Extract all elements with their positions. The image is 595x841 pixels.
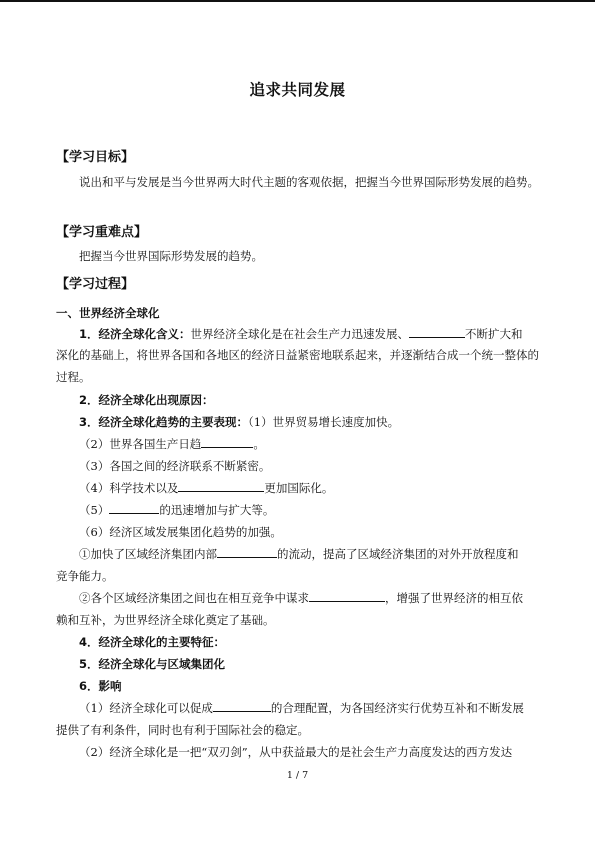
item-3-text: （1）世界贸易增长速度加快。 bbox=[248, 415, 400, 429]
circle-item-1 bbox=[56, 543, 563, 565]
sub-item-2-b: 。 bbox=[253, 437, 265, 451]
sub-item-2 bbox=[56, 433, 563, 455]
circle-item-1-cont: 竞争能力。 bbox=[56, 569, 114, 583]
effect-1 bbox=[56, 697, 563, 719]
sub-item-4-a: （4）科学技术以及 bbox=[79, 481, 179, 495]
sub-item-3: （3）各国之间的经济联系不断紧密。 bbox=[79, 459, 271, 473]
page-title: 追求共同发展 bbox=[249, 81, 346, 99]
section-heading-process: 【学习过程】 bbox=[56, 277, 135, 292]
page-number: 1 / 7 bbox=[286, 770, 309, 781]
circle-item-2 bbox=[56, 587, 563, 609]
goals-text: 说出和平与发展是当今世界两大时代主题的客观依据，把握当今世界国际形势发展的趋势。 bbox=[79, 175, 539, 189]
part1-heading: 一、世界经济全球化 bbox=[56, 306, 160, 320]
effect-1-a: （1）经济全球化可以促成 bbox=[79, 701, 213, 715]
effect-2: （2）经济全球化是一把“双刃剑”，从中获益最大的是社会生产力高度发达的西方发达 bbox=[79, 745, 513, 759]
circle-item-1-a: ①加快了区域经济集团内部 bbox=[79, 547, 217, 561]
fill-blank[interactable] bbox=[309, 588, 385, 602]
sub-item-4 bbox=[56, 477, 563, 499]
circle-item-2-a: ②各个区域经济集团之间也在相互竞争中谋求 bbox=[79, 591, 309, 605]
sub-item-5-a: （5） bbox=[79, 503, 110, 517]
section-heading-key-points: 【学习重难点】 bbox=[56, 225, 148, 240]
item-1-line bbox=[56, 323, 563, 345]
section-heading-goals: 【学习目标】 bbox=[56, 150, 135, 165]
item-3-line bbox=[56, 411, 563, 433]
fill-blank[interactable] bbox=[109, 500, 159, 514]
sub-item-5-b: 的迅速增加与扩大等。 bbox=[159, 503, 275, 517]
item-4-line bbox=[56, 631, 563, 653]
item-3-label: 3．经济全球化趋势的主要表现： bbox=[79, 415, 248, 429]
fill-blank[interactable] bbox=[201, 434, 253, 448]
circle-item-2-b: ，增强了世界经济的相互依 bbox=[385, 591, 523, 605]
item-2-label: 2．经济全球化出现原因： bbox=[79, 393, 214, 407]
effect-1-cont: 提供了有利条件，同时也有利于国际社会的稳定。 bbox=[56, 723, 309, 737]
effect-1-b: 的合理配置，为各国经济实行优势互补和不断发展 bbox=[270, 701, 524, 715]
item-5-label: 5．经济全球化与区域集团化 bbox=[79, 657, 226, 671]
item-1-continuation: 深化的基础上，将世界各国和各地区的经济日益紧密地联系起来，并逐渐结合成一个统一整体的过程。 bbox=[56, 348, 539, 384]
key-points-text bbox=[56, 245, 540, 267]
item-1-text-a: 世界经济全球化是在社会生产力迅速发展、 bbox=[190, 327, 410, 341]
item-1-text-b: 不断扩大和 bbox=[465, 327, 523, 341]
fill-blank[interactable] bbox=[213, 698, 271, 712]
item-6-label: 6．影响 bbox=[79, 679, 122, 693]
key-points-text-inner: 把握当今世界国际形势发展的趋势。 bbox=[79, 249, 263, 263]
fill-blank[interactable] bbox=[409, 324, 465, 338]
item-6-line bbox=[56, 675, 563, 697]
sub-item-6: （6）经济区域发展集团化趋势的加强。 bbox=[79, 525, 282, 539]
item-1-label: 1．经济全球化含义： bbox=[79, 327, 191, 341]
sub-item-4-b: 更加国际化。 bbox=[264, 481, 334, 495]
circle-item-1-b: 的流动，提高了区域经济集团的对外开放程度和 bbox=[277, 547, 519, 561]
fill-blank[interactable] bbox=[178, 478, 264, 492]
circle-item-2-cont: 赖和互补，为世界经济全球化奠定了基础。 bbox=[56, 613, 275, 627]
fill-blank[interactable] bbox=[217, 544, 277, 558]
item-4-label: 4．经济全球化的主要特征： bbox=[79, 635, 226, 649]
sub-item-5 bbox=[56, 499, 563, 521]
sub-item-2-a: （2）世界各国生产日趋 bbox=[79, 437, 202, 451]
item-5-line bbox=[56, 653, 563, 675]
item-2-line bbox=[56, 389, 563, 411]
